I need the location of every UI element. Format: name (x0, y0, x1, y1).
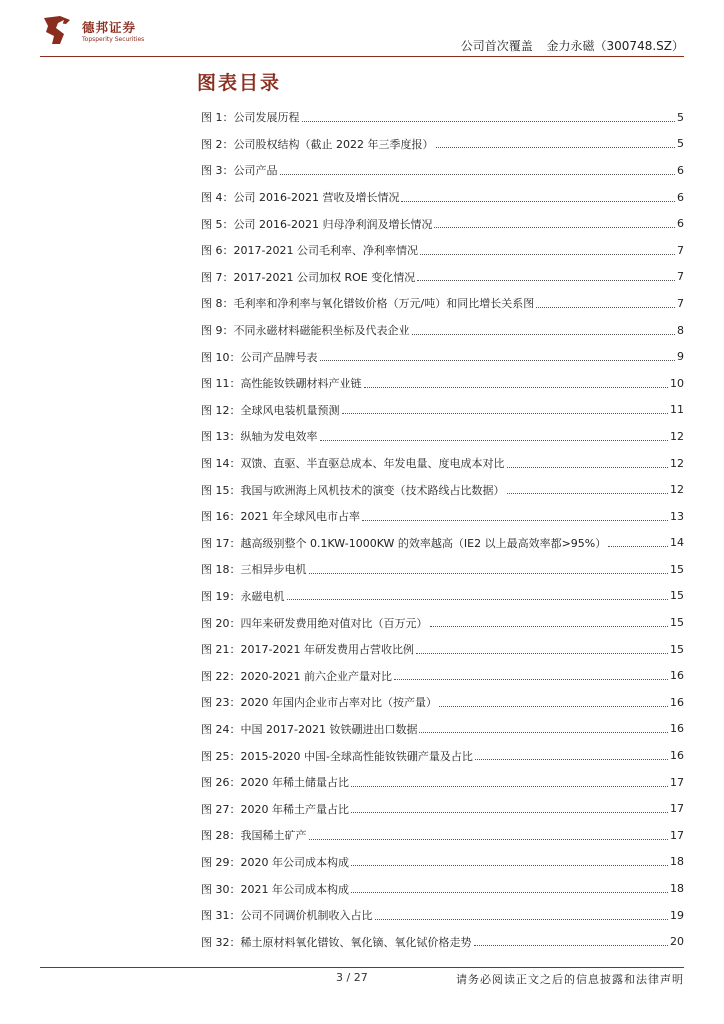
toc-entry[interactable] (201, 210, 684, 237)
toc-entry-separator: ： (222, 111, 234, 125)
toc-entry-label: 图 11 (201, 377, 230, 391)
toc-entry-page: 9 (677, 350, 684, 364)
toc-entry-page: 6 (677, 163, 684, 177)
toc-entry-title: 公司不同调价机制收入占比 (240, 909, 373, 923)
toc-entry[interactable] (201, 370, 684, 397)
toc-entry-separator: ： (229, 430, 241, 444)
toc-entry[interactable] (201, 503, 684, 530)
toc-entry[interactable] (201, 450, 684, 477)
toc-entry[interactable] (201, 317, 684, 344)
toc-entry-page: 17 (670, 802, 684, 816)
toc-entry[interactable] (201, 795, 684, 822)
toc-entry-label: 图 12 (201, 403, 230, 417)
toc-entry[interactable] (201, 157, 684, 184)
toc-leader-dots (507, 467, 669, 468)
toc-entry-page: 7 (677, 243, 684, 257)
toc-leader-dots (536, 307, 675, 308)
toc-entry-page: 7 (677, 296, 684, 310)
toc-entry-label: 图 18 (201, 563, 230, 577)
toc-leader-dots (309, 839, 669, 840)
toc-entry-title: 永磁电机 (240, 589, 285, 603)
toc-entry[interactable] (201, 476, 684, 503)
toc-entry-title: 不同永磁材料磁能积坐标及代表企业 (233, 324, 410, 338)
toc-entry-title: 公司 2016-2021 归母净利润及增长情况 (233, 217, 433, 231)
toc-entry-label: 图 1 (201, 111, 223, 125)
toc-entry-label: 图 22 (201, 669, 230, 683)
toc-entry-separator: ： (222, 270, 234, 284)
toc-entry-page: 15 (670, 616, 684, 630)
toc-entry-separator: ： (222, 217, 234, 231)
toc-entry[interactable] (201, 742, 684, 769)
toc-entry-label: 图 21 (201, 643, 230, 657)
toc-entry[interactable] (201, 104, 684, 131)
toc-entry-title: 公司产品 (233, 164, 278, 178)
toc-entry-separator: ： (229, 589, 241, 603)
company-ticker: 金力永磁（300748.SZ） (546, 39, 684, 53)
header-divider (40, 56, 684, 57)
toc-leader-dots (287, 599, 669, 600)
toc-entry[interactable] (201, 343, 684, 370)
toc-leader-dots (430, 626, 669, 627)
toc-entry-page: 16 (670, 695, 684, 709)
toc-entry-page: 12 (670, 483, 684, 497)
toc-entry-page: 18 (670, 855, 684, 869)
toc-entry[interactable] (201, 902, 684, 929)
toc-entry-separator: ： (229, 510, 241, 524)
toc-entry[interactable] (201, 689, 684, 716)
toc-entry[interactable] (201, 237, 684, 264)
brand-name-cn: 德邦证券 (82, 20, 137, 35)
brand-logo (40, 14, 175, 54)
toc-entry[interactable] (201, 875, 684, 902)
toc-entry-separator: ： (229, 722, 241, 736)
toc-entry[interactable] (201, 131, 684, 158)
toc-leader-dots (475, 759, 668, 760)
toc-leader-dots (417, 280, 675, 281)
toc-entry-separator: ： (222, 164, 234, 178)
toc-entry-title: 公司股权结构（截止 2022 年三季度报） (233, 137, 434, 151)
toc-leader-dots (351, 812, 668, 813)
toc-entry-label: 图 4 (201, 191, 223, 205)
toc-leader-dots (420, 254, 675, 255)
toc-entry-separator: ： (229, 616, 241, 630)
toc-leader-dots (401, 201, 675, 202)
toc-entry[interactable] (201, 264, 684, 291)
toc-entry-title: 毛利率和净利率与氧化镨钕价格（万元/吨）和同比增长关系图 (233, 297, 535, 311)
toc-leader-dots (608, 546, 668, 547)
toc-entry[interactable] (201, 716, 684, 743)
toc-list (201, 104, 684, 955)
toc-entry-label: 图 5 (201, 217, 223, 231)
toc-entry-label: 图 2 (201, 137, 223, 151)
legal-disclaimer: 请务必阅读正文之后的信息披露和法律声明 (456, 973, 684, 986)
toc-entry-page: 8 (677, 323, 684, 337)
toc-entry-title: 2017-2021 公司加权 ROE 变化情况 (233, 270, 416, 284)
toc-leader-dots (362, 520, 668, 521)
toc-leader-dots (375, 919, 669, 920)
toc-entry[interactable] (201, 769, 684, 796)
toc-entry-page: 12 (670, 429, 684, 443)
toc-entry-label: 图 29 (201, 855, 230, 869)
toc-entry-page: 12 (670, 456, 684, 470)
toc-entry-title: 2017-2021 公司毛利率、净利率情况 (233, 244, 418, 258)
toc-entry[interactable] (201, 530, 684, 557)
toc-entry-label: 图 23 (201, 696, 230, 710)
toc-entry-title: 公司 2016-2021 营收及增长情况 (233, 191, 400, 205)
toc-entry[interactable] (201, 184, 684, 211)
toc-entry-page: 16 (670, 749, 684, 763)
toc-entry-page: 5 (677, 137, 684, 151)
toc-leader-dots (439, 706, 668, 707)
toc-entry-title: 2021 年公司成本构成 (240, 882, 349, 896)
toc-entry-label: 图 28 (201, 829, 230, 843)
toc-entry-title: 四年来研发费用绝对值对比（百万元） (240, 616, 428, 630)
toc-entry-page: 17 (670, 828, 684, 842)
toc-entry-page: 7 (677, 270, 684, 284)
page-number: 3 / 27 (336, 971, 368, 984)
toc-leader-dots (309, 573, 669, 574)
toc-entry-label: 图 27 (201, 802, 230, 816)
toc-entry-separator: ： (222, 137, 234, 151)
toc-entry-page: 10 (670, 376, 684, 390)
toc-leader-dots (474, 945, 669, 946)
toc-entry-page: 18 (670, 882, 684, 896)
toc-entry-separator: ： (222, 324, 234, 338)
toc-entry-title: 2015-2020 中国-全球高性能钕铁硼产量及占比 (240, 749, 473, 763)
toc-entry-separator: ： (229, 882, 241, 896)
toc-leader-dots (434, 227, 675, 228)
toc-entry-separator: ： (229, 350, 241, 364)
toc-entry-separator: ： (229, 457, 241, 471)
toc-entry-separator: ： (229, 935, 241, 949)
toc-entry-label: 图 19 (201, 589, 230, 603)
toc-entry-page: 17 (670, 775, 684, 789)
brand-name-en: Topsperity Securities (82, 36, 145, 43)
toc-entry-label: 图 32 (201, 935, 230, 949)
toc-entry-page: 6 (677, 217, 684, 231)
toc-entry-page: 16 (670, 669, 684, 683)
toc-entry-page: 6 (677, 190, 684, 204)
toc-entry-page: 5 (677, 110, 684, 124)
toc-entry-label: 图 16 (201, 510, 230, 524)
toc-entry-label: 图 26 (201, 776, 230, 790)
toc-entry[interactable] (201, 609, 684, 636)
report-header (461, 37, 684, 54)
toc-entry-title: 2020 年稀土产量占比 (240, 802, 349, 816)
toc-entry-label: 图 31 (201, 909, 230, 923)
horse-emblem-icon (40, 14, 76, 46)
toc-entry-separator: ： (222, 244, 234, 258)
toc-entry-title: 三相异步电机 (240, 563, 307, 577)
footer-divider (40, 967, 684, 968)
toc-entry-page: 19 (670, 908, 684, 922)
toc-entry-label: 图 6 (201, 244, 223, 258)
toc-entry-separator: ： (229, 536, 241, 550)
toc-entry-title: 2020 年公司成本构成 (240, 855, 349, 869)
toc-entry-separator: ： (229, 829, 241, 843)
toc-leader-dots (394, 679, 668, 680)
toc-entry-label: 图 24 (201, 722, 230, 736)
toc-entry-separator: ： (222, 297, 234, 311)
toc-entry[interactable] (201, 397, 684, 424)
toc-entry-title: 2020-2021 前六企业产量对比 (240, 669, 392, 683)
toc-leader-dots (302, 121, 676, 122)
toc-entry-label: 图 3 (201, 164, 223, 178)
toc-entry-separator: ： (229, 749, 241, 763)
toc-entry-separator: ： (229, 855, 241, 869)
toc-entry-label: 图 10 (201, 350, 230, 364)
toc-entry-title: 2020 年稀土储量占比 (240, 776, 349, 790)
toc-entry-label: 图 20 (201, 616, 230, 630)
toc-entry-title: 公司产品牌号表 (240, 350, 318, 364)
toc-entry-separator: ： (222, 191, 234, 205)
toc-entry-page: 13 (670, 509, 684, 523)
report-type: 公司首次覆盖 (460, 39, 533, 53)
toc-entry-title: 越高级别整个 0.1KW-1000KW 的效率越高（IE2 以上最高效率都>95%） (240, 536, 607, 550)
toc-entry-separator: ： (229, 909, 241, 923)
toc-entry-title: 2021 年全球风电市占率 (240, 510, 360, 524)
toc-entry-title: 纵轴为发电效率 (240, 430, 318, 444)
toc-leader-dots (436, 147, 676, 148)
toc-leader-dots (351, 865, 668, 866)
toc-leader-dots (320, 360, 676, 361)
toc-entry-title: 高性能钕铁硼材料产业链 (240, 377, 362, 391)
toc-entry-title: 公司发展历程 (233, 111, 300, 125)
toc-entry-title: 2017-2021 年研发费用占营收比例 (240, 643, 414, 657)
toc-entry[interactable] (201, 556, 684, 583)
toc-entry-title: 我国与欧洲海上风机技术的演变（技术路线占比数据） (240, 483, 505, 497)
toc-entry-page: 15 (670, 642, 684, 656)
toc-entry-separator: ： (229, 483, 241, 497)
toc-leader-dots (320, 440, 669, 441)
toc-entry-title: 双馈、直驱、半直驱总成本、年发电量、度电成本对比 (240, 457, 505, 471)
toc-entry[interactable] (201, 636, 684, 663)
toc-entry-title: 2020 年国内企业市占率对比（按产量） (240, 696, 437, 710)
toc-entry-label: 图 14 (201, 457, 230, 471)
toc-entry-page: 20 (670, 935, 684, 949)
toc-entry-title: 全球风电装机量预测 (240, 403, 340, 417)
toc-entry-page: 15 (670, 562, 684, 576)
toc-entry[interactable] (201, 290, 684, 317)
toc-leader-dots (342, 413, 669, 414)
toc-entry-separator: ： (229, 403, 241, 417)
toc-entry[interactable] (201, 822, 684, 849)
toc-entry-separator: ： (229, 377, 241, 391)
toc-leader-dots (507, 493, 669, 494)
toc-entry-separator: ： (229, 669, 241, 683)
toc-entry[interactable] (201, 928, 684, 955)
toc-entry-separator: ： (229, 802, 241, 816)
toc-entry[interactable] (201, 423, 684, 450)
toc-leader-dots (351, 786, 668, 787)
toc-entry-separator: ： (229, 696, 241, 710)
toc-leader-dots (351, 892, 668, 893)
toc-entry-label: 图 17 (201, 536, 230, 550)
toc-leader-dots (412, 334, 676, 335)
toc-entry-separator: ： (229, 643, 241, 657)
toc-entry[interactable] (201, 662, 684, 689)
toc-entry[interactable] (201, 849, 684, 876)
toc-entry[interactable] (201, 583, 684, 610)
toc-entry-separator: ： (229, 563, 241, 577)
toc-entry-page: 16 (670, 722, 684, 736)
toc-leader-dots (419, 732, 668, 733)
toc-entry-label: 图 7 (201, 270, 223, 284)
toc-entry-title: 我国稀土矿产 (240, 829, 307, 843)
toc-entry-page: 11 (670, 403, 684, 417)
toc-leader-dots (416, 653, 668, 654)
toc-entry-label: 图 15 (201, 483, 230, 497)
toc-entry-label: 图 9 (201, 324, 223, 338)
toc-entry-page: 15 (670, 589, 684, 603)
toc-entry-label: 图 30 (201, 882, 230, 896)
toc-entry-label: 图 8 (201, 297, 223, 311)
toc-entry-page: 14 (670, 536, 684, 550)
toc-entry-title: 中国 2017-2021 钕铁硼进出口数据 (240, 722, 418, 736)
toc-entry-label: 图 13 (201, 430, 230, 444)
toc-entry-separator: ： (229, 776, 241, 790)
toc-entry-label: 图 25 (201, 749, 230, 763)
toc-leader-dots (364, 387, 669, 388)
toc-entry-title: 稀土原材料氧化镨钕、氧化镝、氧化铽价格走势 (240, 935, 472, 949)
toc-title: 图表目录 (197, 72, 282, 94)
toc-leader-dots (280, 174, 676, 175)
